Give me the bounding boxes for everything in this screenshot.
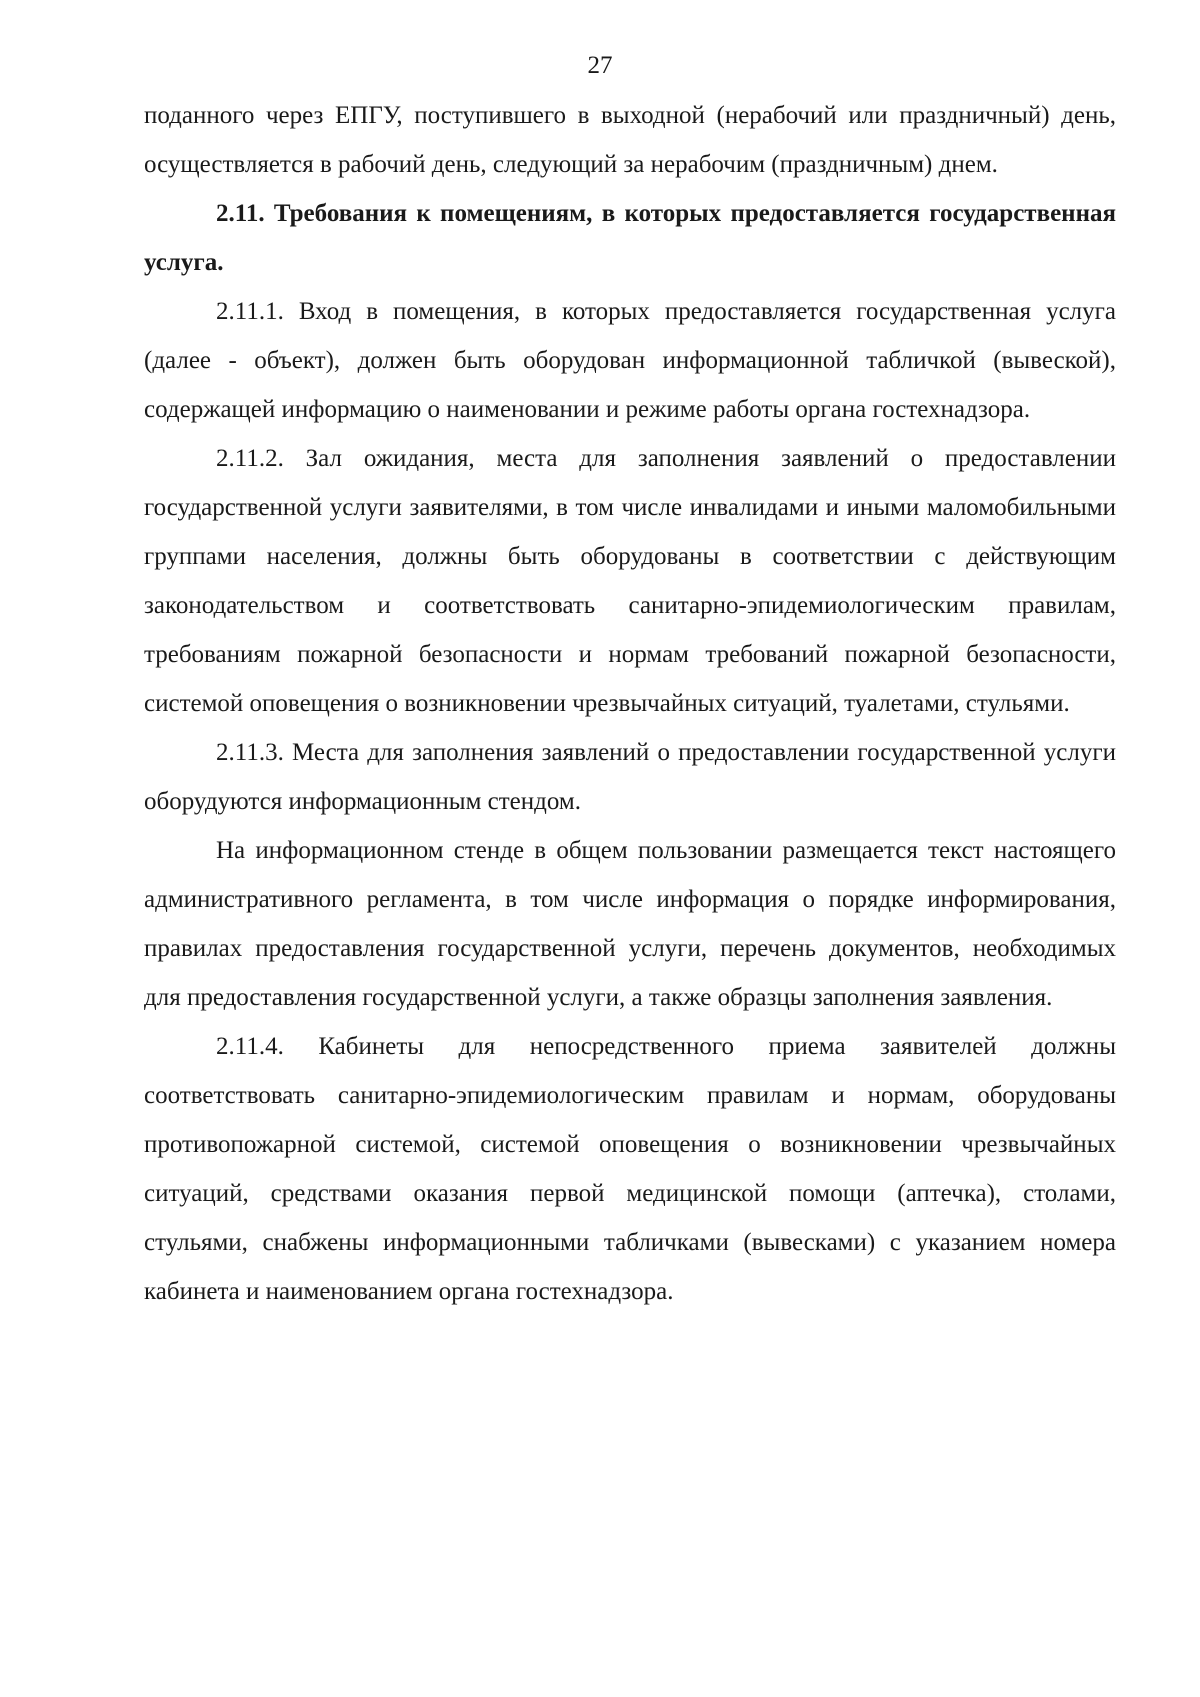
paragraph-2-11-1: 2.11.1. Вход в помещения, в которых предоставляется государственная услуга (далее - объект), должен быть оборудован информационной табличкой (вывеской), содержащей информацию о наименовании и режиме работы органа гостехнадзора. xyxy=(144,298,1116,423)
paragraph-continuation: поданного через ЕПГУ, поступившего в выходной (нерабочий или праздничный) день, осуществляется в рабочий день, следующий за нерабочим (праздничным) днем. xyxy=(144,102,1116,178)
document-body xyxy=(144,91,1116,1316)
paragraph-info-stand: На информационном стенде в общем пользовании размещается текст настоящего административного регламента, в том числе информация о порядке информирования, правилах предоставления государственной услуги, перечень документов, необходимых для предоставления государственной услуги, а также образцы заполнения заявления. xyxy=(144,837,1116,1011)
page-number: 27 xyxy=(587,52,613,79)
paragraph-2-11-2: 2.11.2. Зал ожидания, места для заполнения заявлений о предоставлении государственной услуги заявителями, в том числе инвалидами и иными маломобильными группами населения, должны быть оборудованы в соответствии с действующим законодательством и соответствовать санитарно-эпидемиологическим правилам, требованиям пожарной безопасности и нормам требований пожарной безопасности, системой оповещения о возникновении чрезвычайных ситуаций, туалетами, стульями. xyxy=(144,445,1116,717)
paragraph-2-11-4: 2.11.4. Кабинеты для непосредственного приема заявителей должны соответствовать санитарно-эпидемиологическим правилам и нормам, оборудованы противопожарной системой, системой оповещения о возникновении чрезвычайных ситуаций, средствами оказания первой медицинской помощи (аптечка), столами, стульями, снабжены информационными табличками (вывесками) с указанием номера кабинета и наименованием органа гостехнадзора. xyxy=(144,1033,1116,1305)
section-heading-2-11: 2.11. Требования к помещениям, в которых предоставляется государственная услуга. xyxy=(144,200,1116,276)
paragraph-2-11-3: 2.11.3. Места для заполнения заявлений о предоставлении государственной услуги оборудуются информационным стендом. xyxy=(144,739,1116,815)
